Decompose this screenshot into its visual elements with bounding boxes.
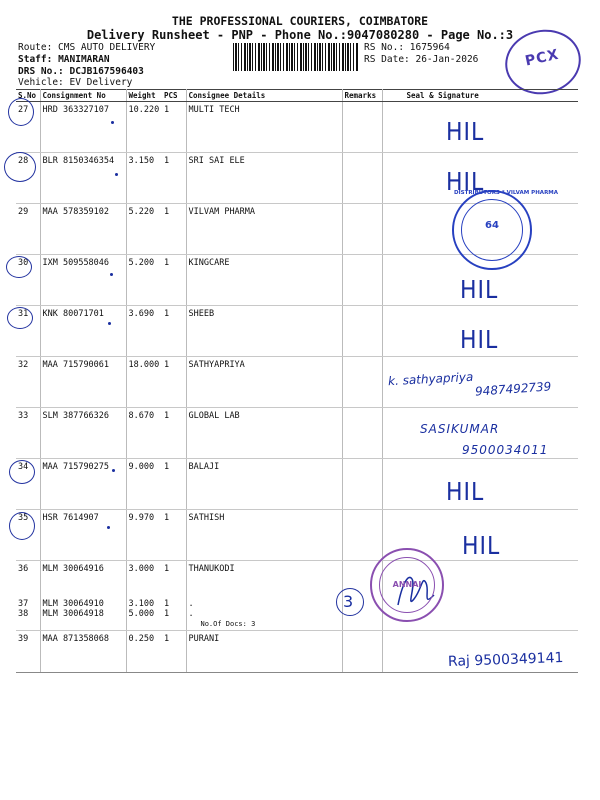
signature-34: HIL bbox=[446, 478, 485, 507]
row-consignment: MLM 30064910 bbox=[40, 599, 126, 609]
table-row bbox=[16, 102, 578, 153]
row-pcs: 1 bbox=[162, 204, 186, 255]
row-weight: 0.250 bbox=[126, 631, 162, 673]
row-remarks bbox=[342, 255, 382, 306]
signature-35: HIL bbox=[462, 532, 501, 561]
row-consignee: THANUKODI bbox=[186, 561, 342, 599]
pen-circle-28 bbox=[4, 152, 36, 182]
bottom-stamp-text: ANNAI bbox=[392, 580, 422, 589]
row-consignment: HRD 363327107 bbox=[40, 102, 126, 153]
row-remarks bbox=[342, 459, 382, 510]
table-row bbox=[16, 561, 578, 599]
drs-value: DCJB167596403 bbox=[69, 66, 144, 77]
row-pcs: 1 bbox=[162, 102, 186, 153]
staff-field bbox=[18, 54, 110, 65]
signature-28: HIL bbox=[446, 168, 485, 197]
vilvam-stamp-inner: 64 bbox=[485, 220, 499, 231]
row-consignment: MAA 578359102 bbox=[40, 204, 126, 255]
row-pcs: 1 bbox=[162, 561, 186, 599]
row-sno: 31 bbox=[16, 306, 40, 357]
row-weight: 3.690 bbox=[126, 306, 162, 357]
row-sno: 30 bbox=[16, 255, 40, 306]
staff-label: Staff: bbox=[18, 54, 53, 65]
row-pcs: 1 bbox=[162, 599, 186, 609]
runsheet-title: Delivery Runsheet - PNP - Phone No.:9047080280 - Page No.:3 bbox=[86, 28, 514, 42]
row-consignee: KINGCARE bbox=[186, 255, 342, 306]
pen-dot bbox=[112, 469, 115, 472]
runsheet-table bbox=[16, 89, 578, 673]
pen-circle-35 bbox=[9, 512, 35, 540]
row-consignment: MAA 871358068 bbox=[40, 631, 126, 673]
pcx-stamp-text: PCX bbox=[523, 46, 561, 70]
company-title: THE PROFESSIONAL COURIERS, COIMBATORE bbox=[171, 14, 429, 28]
row-pcs: 1 bbox=[162, 510, 186, 561]
row-consignee: BALAJI bbox=[186, 459, 342, 510]
signature-39: Raj 9500349141 bbox=[447, 649, 564, 671]
signature-32-phone: 9487492739 bbox=[474, 379, 552, 399]
row-pcs: 1 bbox=[162, 357, 186, 408]
signature-27: HIL bbox=[446, 118, 485, 147]
bottom-stamp bbox=[370, 548, 444, 622]
pen-circle-34 bbox=[9, 460, 35, 484]
row-pcs: 1 bbox=[162, 153, 186, 204]
row-weight: 10.220 bbox=[126, 102, 162, 153]
drs-field bbox=[18, 66, 144, 77]
signature-32-name: k. sathyapriya bbox=[387, 369, 474, 389]
row-weight: 9.970 bbox=[126, 510, 162, 561]
row-pcs: 1 bbox=[162, 306, 186, 357]
row-consignee: VILVAM PHARMA bbox=[186, 204, 342, 255]
drs-label: DRS No.: bbox=[18, 66, 64, 77]
row-consignee: SATHYAPRIYA bbox=[186, 357, 342, 408]
row-consignment: BLR 8150346354 bbox=[40, 153, 126, 204]
docs-count: No.Of Docs: 3 bbox=[186, 619, 342, 631]
row-sno: 28 bbox=[16, 153, 40, 204]
row-remarks bbox=[342, 510, 382, 561]
pen-dot bbox=[115, 173, 118, 176]
pen-dot bbox=[107, 526, 110, 529]
row-consignment: KNK 80071701 bbox=[40, 306, 126, 357]
pen-dot bbox=[110, 273, 113, 276]
signature-33-name: SASIKUMAR bbox=[420, 422, 500, 436]
pen-circle-31 bbox=[7, 307, 33, 329]
row-consignee: SRI SAI ELE bbox=[186, 153, 342, 204]
row-remarks bbox=[342, 102, 382, 153]
vehicle-text: Vehicle: EV Delivery bbox=[18, 77, 133, 88]
row-consignee: SHEEB bbox=[186, 306, 342, 357]
table-row bbox=[16, 599, 578, 609]
col-consignment: Consignment No bbox=[40, 90, 126, 102]
col-remarks: Remarks bbox=[342, 90, 382, 102]
pen-dot bbox=[111, 121, 114, 124]
row-consignment: MLM 30064918 bbox=[40, 609, 126, 619]
row-remarks bbox=[342, 631, 382, 673]
row-consignment: HSR 7614907 bbox=[40, 510, 126, 561]
row-consignment: MAA 715790061 bbox=[40, 357, 126, 408]
row-weight: 8.670 bbox=[126, 408, 162, 459]
table-row bbox=[16, 609, 578, 619]
row-weight: 5.000 bbox=[128, 608, 155, 619]
signature-31: HIL bbox=[460, 326, 499, 355]
row-sno: 33 bbox=[16, 408, 40, 459]
row-weight: 3.150 bbox=[126, 153, 162, 204]
row-sno: 38 bbox=[16, 609, 40, 619]
row-pcs: 1 bbox=[162, 459, 186, 510]
col-weight: Weight bbox=[126, 90, 162, 102]
table-header-row bbox=[16, 90, 578, 102]
signature-36-count: 3 bbox=[343, 592, 354, 611]
row-pcs: 1 bbox=[162, 408, 186, 459]
pen-dot bbox=[108, 322, 111, 325]
docs-count-row bbox=[16, 619, 578, 631]
row-weight: 18.000 bbox=[126, 357, 162, 408]
row-sno: 27 bbox=[16, 102, 40, 153]
pen-circle-27 bbox=[8, 98, 34, 126]
row-weight: 5.220 bbox=[126, 204, 162, 255]
row-consignee: . bbox=[186, 609, 342, 619]
vilvam-stamp-outer: DISTRIBUTORS * VILVAM PHARMA bbox=[454, 190, 559, 196]
row-weight: 3.100 bbox=[128, 598, 155, 609]
row-consignment: MLM 30064916 bbox=[40, 561, 126, 599]
signature-33-phone: 9500034011 bbox=[462, 443, 549, 457]
row-sno: 34 bbox=[16, 459, 40, 510]
row-consignee: MULTI TECH bbox=[186, 102, 342, 153]
row-remarks bbox=[342, 306, 382, 357]
row-remarks bbox=[342, 357, 382, 408]
pen-circle-36 bbox=[336, 588, 364, 616]
col-pcs: PCS bbox=[162, 90, 186, 102]
col-sno: S.No bbox=[16, 90, 40, 102]
vilvam-stamp bbox=[452, 190, 559, 270]
row-sno: 36 bbox=[16, 561, 40, 599]
row-weight: 9.000 bbox=[126, 459, 162, 510]
row-sno: 39 bbox=[16, 631, 40, 673]
row-sno: 32 bbox=[16, 357, 40, 408]
row-pcs: 1 bbox=[162, 255, 186, 306]
route-text: Route: CMS AUTO DELIVERY bbox=[18, 42, 156, 53]
row-remarks bbox=[342, 204, 382, 255]
rs-date: RS Date: 26-Jan-2026 bbox=[364, 54, 479, 65]
row-remarks bbox=[342, 408, 382, 459]
row-consignee: . bbox=[186, 599, 342, 609]
table-row bbox=[16, 357, 578, 408]
row-weight: 3.000 bbox=[128, 564, 155, 574]
col-consignee: Consignee Details bbox=[186, 90, 342, 102]
row-sno: 37 bbox=[16, 599, 40, 609]
table-row bbox=[16, 459, 578, 510]
row-pcs: 1 bbox=[162, 609, 186, 619]
row-consignment: SLM 387766326 bbox=[40, 408, 126, 459]
rs-number: RS No.: 1675964 bbox=[364, 42, 450, 53]
staff-value: MANIMARAN bbox=[58, 54, 110, 65]
row-pcs: 1 bbox=[162, 631, 186, 673]
row-consignee: GLOBAL LAB bbox=[186, 408, 342, 459]
col-seal: Seal & Signature bbox=[382, 90, 578, 102]
row-weight: 5.200 bbox=[126, 255, 162, 306]
row-consignment: IXM 509558046 bbox=[40, 255, 126, 306]
row-consignee: PURANI bbox=[186, 631, 342, 673]
pen-circle-30 bbox=[6, 256, 32, 278]
row-consignee: SATHISH bbox=[186, 510, 342, 561]
row-sno: 29 bbox=[16, 204, 40, 255]
barcode bbox=[233, 43, 359, 71]
row-remarks bbox=[342, 153, 382, 204]
row-consignment: MAA 715790275 bbox=[40, 459, 126, 510]
signature-30: HIL bbox=[460, 276, 499, 305]
row-sno: 35 bbox=[16, 510, 40, 561]
